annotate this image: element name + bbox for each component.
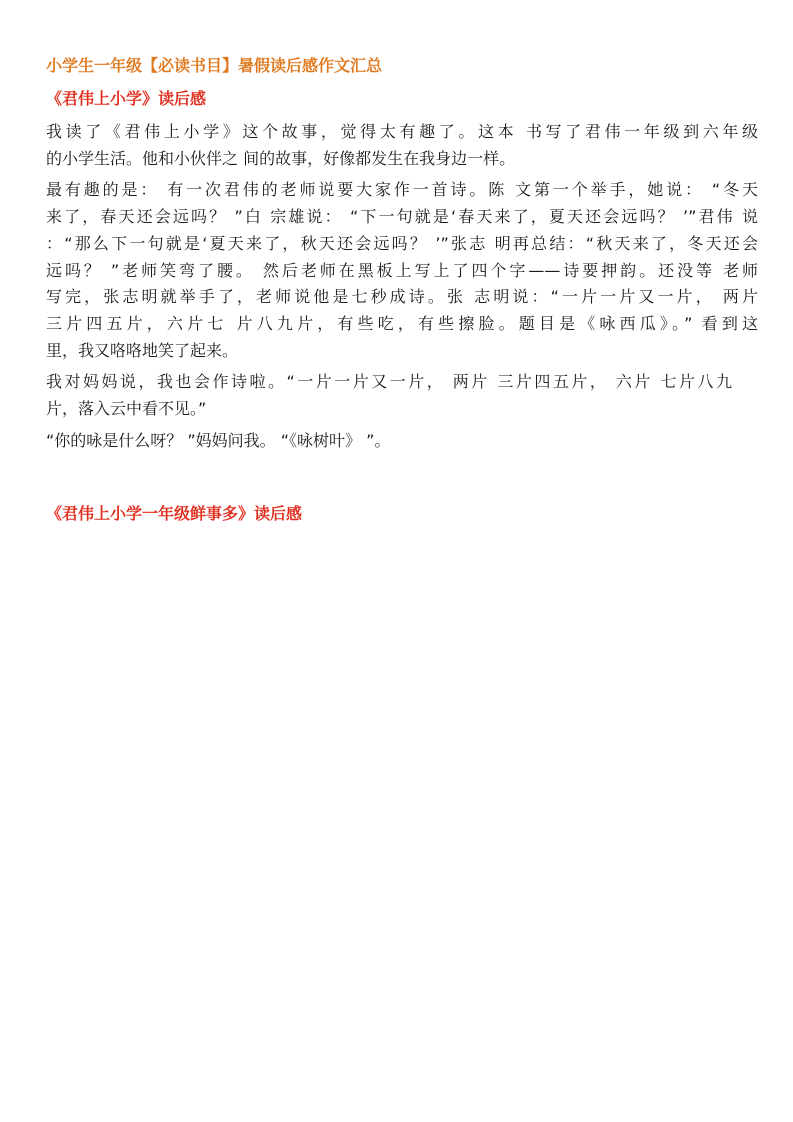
- body-paragraph: [46, 177, 758, 364]
- paragraph-line: 远吗？ ”老师笑弯了腰。 然后老师在黑板上写上了四个字——诗要押韵。还没等 老师: [46, 260, 758, 280]
- paragraph-line: 最有趣的是： 有一次君伟的老师说要大家作一首诗。陈 文第一个举手，她说： “冬天: [46, 180, 758, 200]
- section-heading-first-grade: 《君伟上小学一年级鲜事多》读后感: [46, 504, 303, 524]
- document-page: [46, 54, 758, 534]
- paragraph-line: 来了，春天还会远吗？ ”白 宗雄说： “下一句就是‘春天来了，夏天还会远吗？ ’”君伟 说: [46, 207, 758, 227]
- paragraph-line: ：“那么下一句就是‘夏天来了，秋天还会远吗？ ’”张志 明再总结：“秋天来了，冬天还会: [46, 233, 758, 253]
- body-paragraph: [46, 428, 758, 455]
- paragraph-line: 我对妈妈说，我也会作诗啦。“一片一片又一片， 两片 三片四五片， 六片 七片八九: [46, 372, 732, 392]
- paragraph-line: 里，我又咯咯地笑了起来。: [46, 340, 239, 360]
- document-title: 小学生一年级【必读书目】暑假读后感作文汇总: [46, 56, 383, 75]
- paragraph-line: 写完，张志明就举手了，老师说他是七秒成诗。张 志明说：“一片一片又一片， 两片: [46, 287, 758, 307]
- body-paragraph: [46, 369, 758, 422]
- paragraph-line: 三片四五片，六片七 片八九片，有些吃，有些擦脸。题目是《咏西瓜》。” 看到这: [46, 313, 758, 333]
- paragraph-line: 的小学生活。他和小伙伴之 间的故事，好像都发生在我身边一样。: [46, 148, 516, 168]
- paragraph-line: “你的咏是什么呀？ ”妈妈问我。 “《咏树叶》 ”。: [46, 430, 391, 450]
- body-paragraph: [46, 119, 758, 172]
- paragraph-line: 我读了《君伟上小学》这个故事，觉得太有趣了。这本 书写了君伟一年级到六年级: [46, 122, 758, 141]
- section-heading-junwei-school: 《君伟上小学》读后感: [46, 89, 207, 108]
- paragraph-line: 片，落入云中看不见。”: [46, 399, 207, 419]
